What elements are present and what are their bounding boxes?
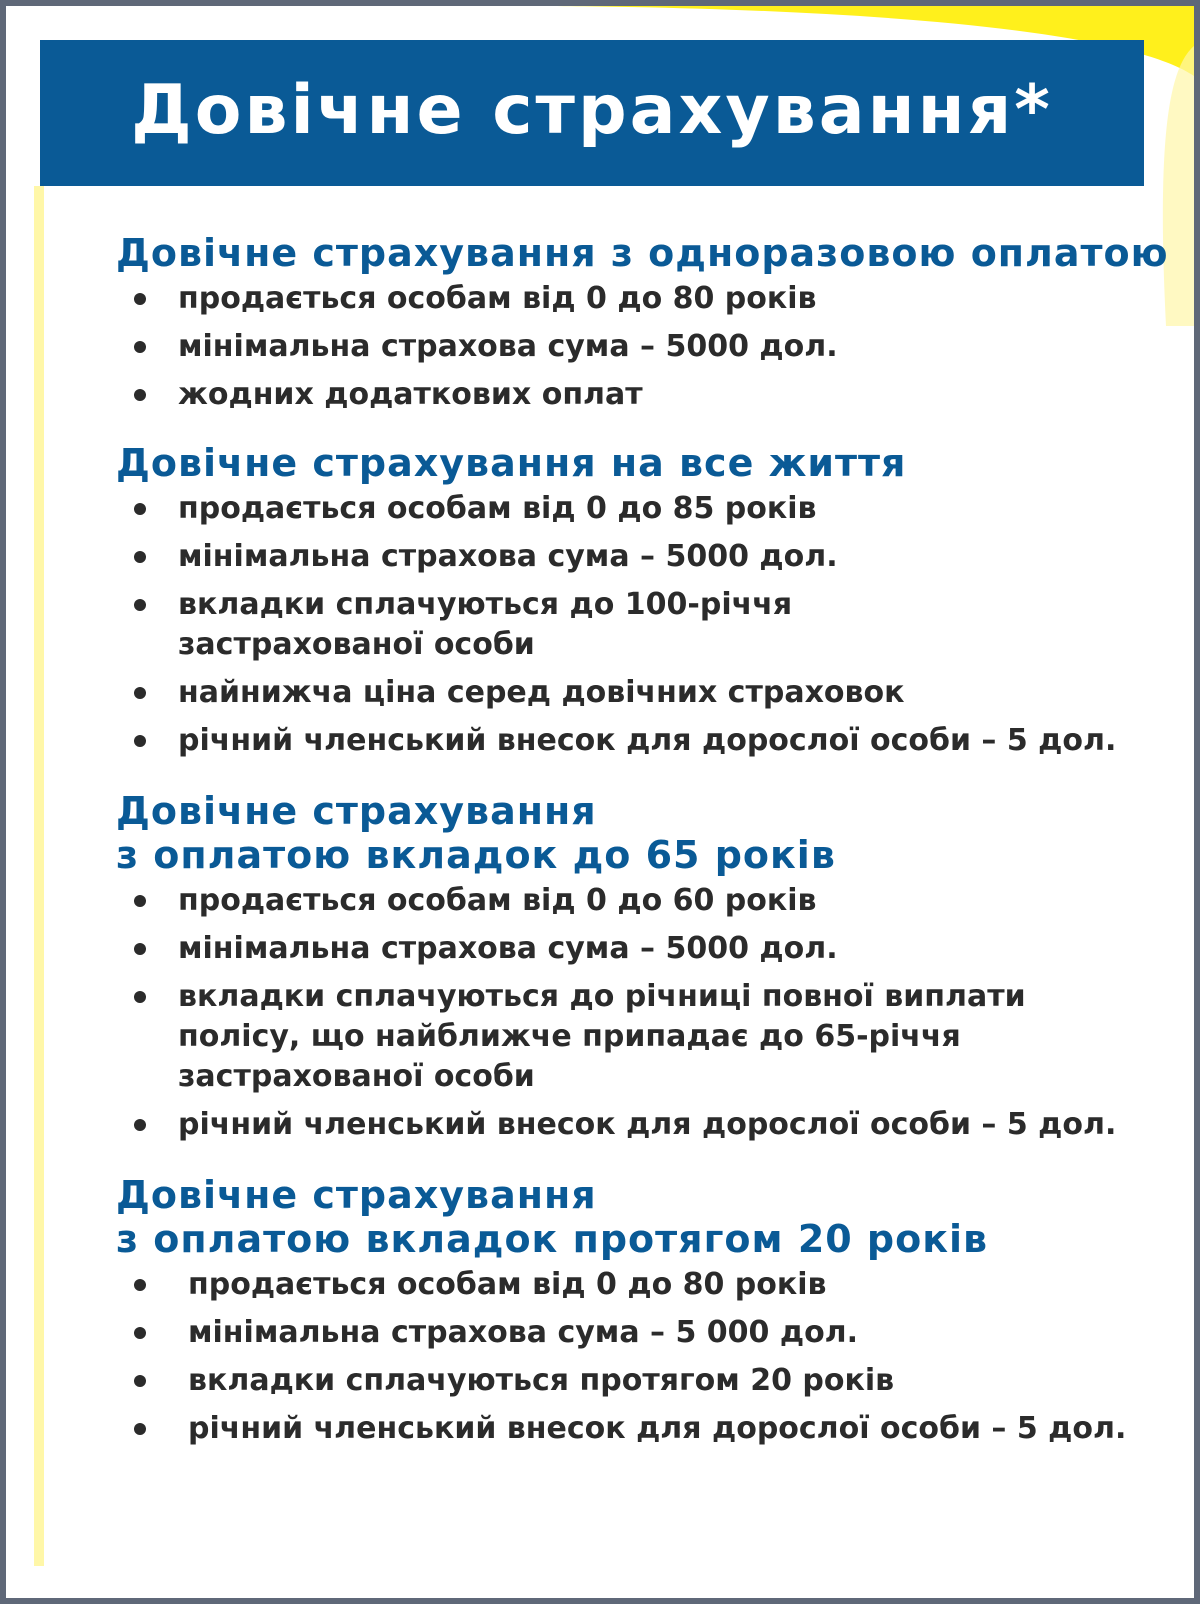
section-heading-line: Довічне страхування з одноразовою оплатою [116, 231, 1169, 275]
section-whole-life [116, 441, 1176, 761]
list-item [116, 489, 1176, 529]
bullet-icon [134, 1375, 146, 1387]
title-banner [40, 40, 1144, 186]
list-item-text: найнижча ціна серед довічних страховок [178, 675, 905, 710]
bullet-list [116, 881, 1176, 1145]
list-item [116, 1361, 1176, 1401]
section-20-pay [116, 1173, 1176, 1449]
list-item-text: жодних додаткових оплат [178, 377, 643, 412]
list-item-text: продається особам від 0 до 60 років [178, 883, 817, 918]
bullet-list [116, 279, 1176, 415]
bullet-list [116, 489, 1176, 761]
list-item [116, 279, 1176, 319]
list-item-text: річний членський внесок для дорослої особи – 5 дол. [178, 1107, 1117, 1142]
list-item-text: продається особам від 0 до 85 років [178, 491, 817, 526]
bullet-icon [134, 687, 146, 699]
bullet-list [116, 1265, 1176, 1449]
page-title: Довічне страхування* [131, 71, 1053, 150]
list-item-text: продається особам від 0 до 80 років [188, 1267, 827, 1302]
bullet-icon [134, 1327, 146, 1339]
section-heading-line: з оплатою вкладок протягом 20 років [116, 1217, 989, 1261]
list-item-text: продається особам від 0 до 80 років [178, 281, 817, 316]
list-item [116, 1409, 1176, 1449]
bullet-icon [134, 293, 146, 305]
list-item-text: вкладки сплачуються до 100-річчя [178, 587, 793, 622]
list-item-text: мінімальна страхова сума – 5000 дол. [178, 931, 838, 966]
list-item-text: річний членський внесок для дорослої особи – 5 дол. [188, 1411, 1127, 1446]
bullet-icon [134, 1423, 146, 1435]
bullet-icon [134, 991, 146, 1003]
section-heading-line: Довічне страхування на все життя [116, 441, 907, 485]
bullet-icon [134, 1119, 146, 1131]
bullet-icon [134, 599, 146, 611]
content-area [116, 231, 1176, 1457]
list-item-text: застрахованої особи [178, 627, 535, 662]
list-item [116, 585, 1176, 665]
left-yellow-stripe [34, 186, 44, 1566]
section-heading-line: Довічне страхування [116, 1173, 597, 1217]
list-item [116, 929, 1176, 969]
bullet-icon [134, 389, 146, 401]
bullet-icon [134, 895, 146, 907]
list-item-text: мінімальна страхова сума – 5000 дол. [178, 539, 838, 574]
bullet-icon [134, 341, 146, 353]
list-item [116, 721, 1176, 761]
list-item-text: вкладки сплачуються до річниці повної виплати [178, 979, 1026, 1014]
list-item-text: річний членський внесок для дорослої особи – 5 дол. [178, 723, 1117, 758]
bullet-icon [134, 551, 146, 563]
section-heading-line: Довічне страхування [116, 789, 597, 833]
bullet-icon [134, 503, 146, 515]
list-item [116, 375, 1176, 415]
list-item-text: вкладки сплачуються протягом 20 років [188, 1363, 895, 1398]
section-paid-up-at-65 [116, 789, 1176, 1145]
list-item [116, 673, 1176, 713]
section-heading [116, 441, 1176, 485]
section-heading-line: з оплатою вкладок до 65 років [116, 833, 836, 877]
list-item-text: полісу, що найближче припадає до 65-річчя [178, 1019, 961, 1054]
list-item-text: застрахованої особи [178, 1059, 535, 1094]
list-item [116, 1313, 1176, 1353]
section-heading [116, 789, 1176, 877]
list-item [116, 977, 1176, 1097]
list-item-text: мінімальна страхова сума – 5000 дол. [178, 329, 838, 364]
bullet-icon [134, 735, 146, 747]
list-item [116, 537, 1176, 577]
bullet-icon [134, 1279, 146, 1291]
bullet-icon [134, 943, 146, 955]
section-single-payment [116, 231, 1176, 415]
list-item [116, 1105, 1176, 1145]
list-item [116, 327, 1176, 367]
list-item [116, 1265, 1176, 1305]
section-heading [116, 231, 1176, 275]
list-item [116, 881, 1176, 921]
section-heading [116, 1173, 1176, 1261]
list-item-text: мінімальна страхова сума – 5 000 дол. [188, 1315, 859, 1350]
